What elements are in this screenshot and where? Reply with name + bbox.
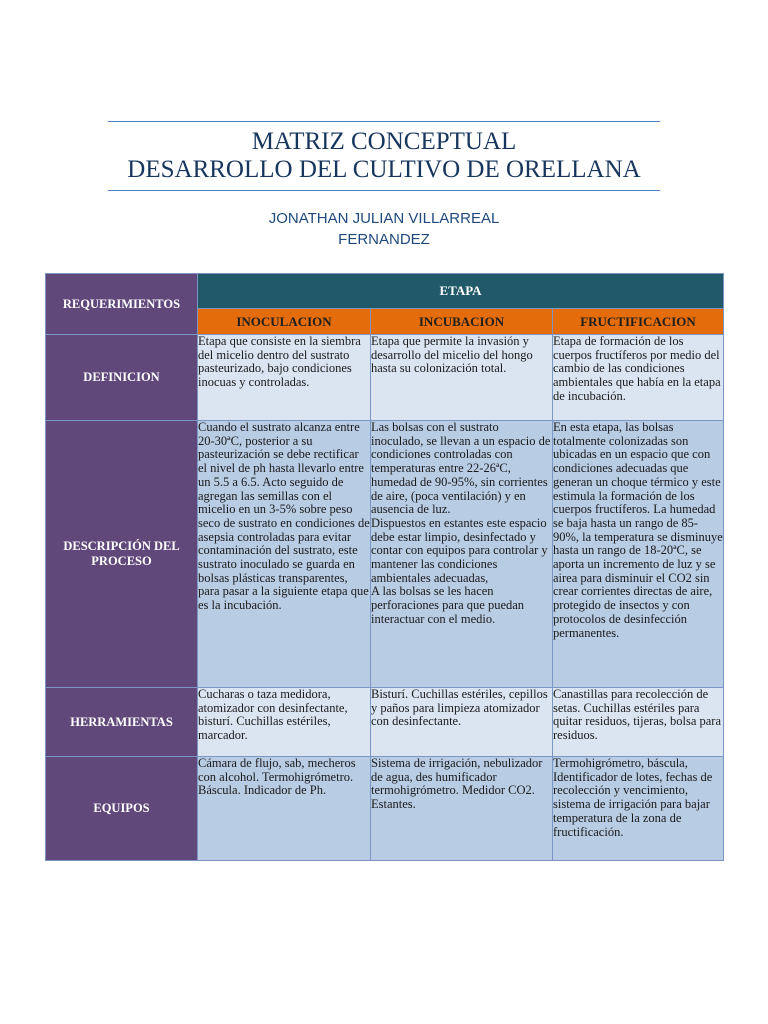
title-line-1: MATRIZ CONCEPTUAL [251,128,517,155]
requirements-header: REQUERIMIENTOS [46,274,198,335]
concept-matrix-table [45,273,724,861]
page-title [100,128,668,184]
row-label-definicion: DEFINICION [46,335,198,421]
author-name [200,208,568,250]
header-row-etapa [46,274,724,309]
cell-descripcion-fructificacion: En esta etapa, las bolsas totalmente colonizadas son ubicadas en un espacio que con condiciones adecuadas que generan un choque térmico y este estimula la formación de los cuerpos fructíferos. La humedad se baja hasta un rango de 85-90%, la temperatura se disminuye hasta un rango de 18-20ªC, se aporta un incremento de luz y se airea para disminuir el CO2 sin crear corrientes directas de aire, protegido de insectos y con protocolos de desinfección permanentes. [553,421,724,688]
author-line-1: JONATHAN JULIAN VILLARREAL [268,210,500,227]
cell-definicion-fructificacion: Etapa de formación de los cuerpos fructíferos por medio del cambio de las condiciones ambientales que había en la etapa de incubación. [553,335,724,421]
cell-definicion-incubacion: Etapa que permite la invasión y desarrollo del micelio del hongo hasta su colonización total. [371,335,553,421]
stage-header-fructificacion: FRUCTIFICACION [553,309,724,335]
author-line-2: FERNANDEZ [338,231,430,248]
stage-header-inoculacion: INOCULACION [198,309,371,335]
cell-herramientas-inoculacion: Cucharas o taza medidora, atomizador con desinfectante, bisturí. Cuchillas estériles, marcador. [198,688,371,757]
row-label-equipos: EQUIPOS [46,757,198,861]
title-bottom-rule [108,190,660,191]
cell-equipos-inoculacion: Cámara de flujo, sab, mecheros con alcohol. Termohigrómetro. Báscula. Indicador de Ph. [198,757,371,861]
table-row-equipos [46,757,724,861]
cell-descripcion-inoculacion: Cuando el sustrato alcanza entre 20-30ªC, posterior a su pasteurización se debe rectificar el nivel de ph hasta llevarlo entre un 5.5 a 6.5. Acto seguido de agregan las semillas con el micelio en un 3-5% sobre peso seco de sustrato en condiciones de asepsia controladas para evitar contaminación del sustrato, este sustrato inoculado se guarda en bolsas plásticas transparentes, para pasar a la siguiente etapa que es la incubación. [198,421,371,688]
title-line-2: DESARROLLO DEL CULTIVO DE ORELLANA [127,156,641,183]
title-top-rule [108,121,660,122]
cell-equipos-fructificacion: Termohigrómetro, báscula, Identificador de lotes, fechas de recolección y vencimiento, sistema de irrigación para bajar temperatura de la zona de fructificación. [553,757,724,861]
table-row-herramientas [46,688,724,757]
cell-definicion-inoculacion: Etapa que consiste en la siembra del micelio dentro del sustrato pasteurizado, bajo condiciones inocuas y controladas. [198,335,371,421]
stage-group-header: ETAPA [198,274,724,309]
cell-herramientas-incubacion: Bisturí. Cuchillas estériles, cepillos y paños para limpieza atomizador con desinfectante. [371,688,553,757]
table-row-descripcion [46,421,724,688]
row-label-descripcion-del-proceso: DESCRIPCIÓN DEL PROCESO [46,421,198,688]
row-label-herramientas: HERRAMIENTAS [46,688,198,757]
cell-herramientas-fructificacion: Canastillas para recolección de setas. Cuchillas estériles para quitar residuos, tijeras, bolsa para residuos. [553,688,724,757]
stage-header-incubacion: INCUBACION [371,309,553,335]
cell-equipos-incubacion: Sistema de irrigación, nebulizador de agua, des humificador termohigrómetro. Medidor CO2. Estantes. [371,757,553,861]
table-row-definicion [46,335,724,421]
cell-descripcion-incubacion: Las bolsas con el sustrato inoculado, se llevan a un espacio de condiciones controladas con temperaturas entre 22-26ªC, humedad de 90-95%, sin corrientes de aire, (poca ventilación) y en ausencia de luz. Dispuestos en estantes este espacio debe estar limpio, desinfectado y contar con equipos para controlar y mantener las condiciones ambientales adecuadas, A las bolsas se les hacen perforaciones para que puedan interactuar con el medio. [371,421,553,688]
